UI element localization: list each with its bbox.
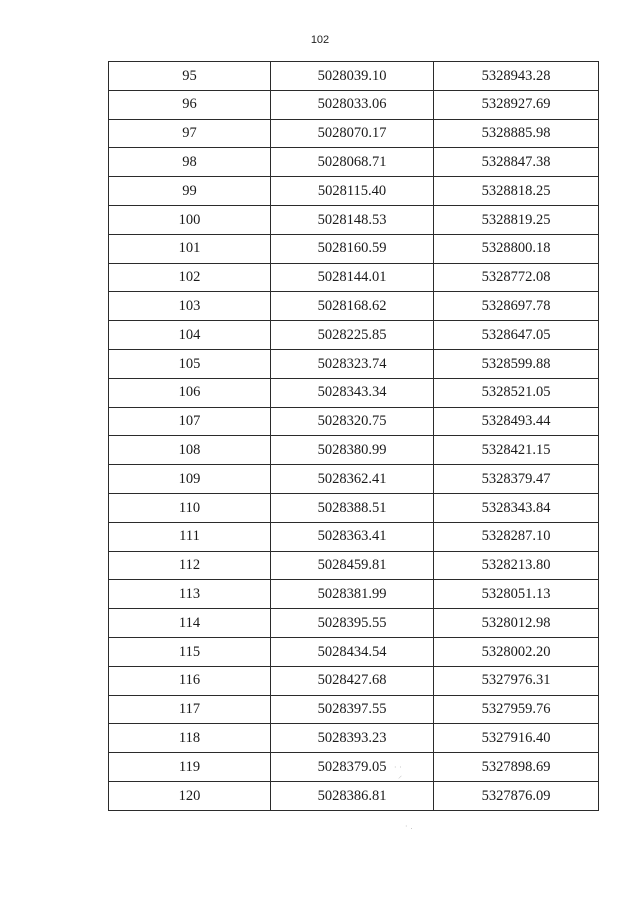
y-coordinate-cell: 5328493.44	[434, 407, 599, 436]
y-coordinate-cell: 5328772.08	[434, 263, 599, 292]
page-number: 102	[310, 34, 330, 46]
y-coordinate-cell: 5327959.76	[434, 695, 599, 724]
point-number-cell: 110	[109, 493, 271, 522]
y-coordinate-cell: 5327916.40	[434, 724, 599, 753]
point-number-cell: 108	[109, 436, 271, 465]
y-coordinate-cell: 5327976.31	[434, 666, 599, 695]
table-row	[109, 609, 599, 638]
x-coordinate-cell: 5028362.41	[271, 465, 434, 494]
x-coordinate-cell: 5028459.81	[271, 551, 434, 580]
point-number-cell: 97	[109, 119, 271, 148]
x-coordinate-cell: 5028115.40	[271, 177, 434, 206]
y-coordinate-cell: 5328051.13	[434, 580, 599, 609]
x-coordinate-cell: 5028039.10	[271, 62, 434, 91]
point-number-cell: 105	[109, 349, 271, 378]
x-coordinate-cell: 5028427.68	[271, 666, 434, 695]
x-coordinate-cell: 5028144.01	[271, 263, 434, 292]
table-row	[109, 465, 599, 494]
table-row	[109, 781, 599, 810]
point-number-cell: 115	[109, 637, 271, 666]
point-number-cell: 109	[109, 465, 271, 494]
x-coordinate-cell: 5028320.75	[271, 407, 434, 436]
table-row	[109, 551, 599, 580]
y-coordinate-cell: 5328002.20	[434, 637, 599, 666]
scan-speck: · .	[405, 822, 413, 831]
point-number-cell: 117	[109, 695, 271, 724]
table-row	[109, 349, 599, 378]
y-coordinate-cell: 5328943.28	[434, 62, 599, 91]
x-coordinate-cell: 5028379.05	[271, 753, 434, 782]
x-coordinate-cell: 5028397.55	[271, 695, 434, 724]
y-coordinate-cell: 5328800.18	[434, 234, 599, 263]
table-row	[109, 580, 599, 609]
coordinates-table	[108, 61, 599, 811]
x-coordinate-cell: 5028363.41	[271, 522, 434, 551]
x-coordinate-cell: 5028434.54	[271, 637, 434, 666]
point-number-cell: 120	[109, 781, 271, 810]
point-number-cell: 98	[109, 148, 271, 177]
point-number-cell: 116	[109, 666, 271, 695]
point-number-cell: 112	[109, 551, 271, 580]
table-row	[109, 62, 599, 91]
table-row	[109, 666, 599, 695]
table-row	[109, 292, 599, 321]
x-coordinate-cell: 5028160.59	[271, 234, 434, 263]
x-coordinate-cell: 5028148.53	[271, 205, 434, 234]
table-row	[109, 637, 599, 666]
y-coordinate-cell: 5328818.25	[434, 177, 599, 206]
point-number-cell: 106	[109, 378, 271, 407]
table-row	[109, 119, 599, 148]
x-coordinate-cell: 5028225.85	[271, 321, 434, 350]
y-coordinate-cell: 5328287.10	[434, 522, 599, 551]
y-coordinate-cell: 5328599.88	[434, 349, 599, 378]
point-number-cell: 119	[109, 753, 271, 782]
table-row	[109, 436, 599, 465]
y-coordinate-cell: 5328521.05	[434, 378, 599, 407]
y-coordinate-cell: 5328213.80	[434, 551, 599, 580]
y-coordinate-cell: 5328847.38	[434, 148, 599, 177]
point-number-cell: 95	[109, 62, 271, 91]
y-coordinate-cell: 5328379.47	[434, 465, 599, 494]
x-coordinate-cell: 5028168.62	[271, 292, 434, 321]
table-row	[109, 695, 599, 724]
x-coordinate-cell: 5028033.06	[271, 90, 434, 119]
x-coordinate-cell: 5028343.34	[271, 378, 434, 407]
table-row	[109, 177, 599, 206]
table-row	[109, 407, 599, 436]
y-coordinate-cell: 5328927.69	[434, 90, 599, 119]
x-coordinate-cell: 5028386.81	[271, 781, 434, 810]
point-number-cell: 113	[109, 580, 271, 609]
point-number-cell: 99	[109, 177, 271, 206]
scan-speck: ⸝	[398, 771, 402, 780]
x-coordinate-cell: 5028323.74	[271, 349, 434, 378]
table-row	[109, 234, 599, 263]
table-row	[109, 724, 599, 753]
x-coordinate-cell: 5028395.55	[271, 609, 434, 638]
point-number-cell: 114	[109, 609, 271, 638]
table-row	[109, 205, 599, 234]
table-row	[109, 263, 599, 292]
y-coordinate-cell: 5327876.09	[434, 781, 599, 810]
table-row	[109, 378, 599, 407]
point-number-cell: 96	[109, 90, 271, 119]
x-coordinate-cell: 5028388.51	[271, 493, 434, 522]
x-coordinate-cell: 5028070.17	[271, 119, 434, 148]
point-number-cell: 102	[109, 263, 271, 292]
point-number-cell: 100	[109, 205, 271, 234]
point-number-cell: 118	[109, 724, 271, 753]
y-coordinate-cell: 5328012.98	[434, 609, 599, 638]
table-row	[109, 321, 599, 350]
point-number-cell: 101	[109, 234, 271, 263]
table-row	[109, 148, 599, 177]
table-row	[109, 522, 599, 551]
point-number-cell: 107	[109, 407, 271, 436]
point-number-cell: 111	[109, 522, 271, 551]
coordinates-table-body	[109, 62, 599, 811]
y-coordinate-cell: 5328697.78	[434, 292, 599, 321]
x-coordinate-cell: 5028380.99	[271, 436, 434, 465]
x-coordinate-cell: 5028068.71	[271, 148, 434, 177]
point-number-cell: 104	[109, 321, 271, 350]
scan-speck: · ·	[394, 763, 402, 772]
table-row	[109, 90, 599, 119]
y-coordinate-cell: 5328885.98	[434, 119, 599, 148]
y-coordinate-cell: 5327898.69	[434, 753, 599, 782]
y-coordinate-cell: 5328421.15	[434, 436, 599, 465]
y-coordinate-cell: 5328647.05	[434, 321, 599, 350]
table-row	[109, 493, 599, 522]
x-coordinate-cell: 5028393.23	[271, 724, 434, 753]
y-coordinate-cell: 5328819.25	[434, 205, 599, 234]
point-number-cell: 103	[109, 292, 271, 321]
x-coordinate-cell: 5028381.99	[271, 580, 434, 609]
table-row	[109, 753, 599, 782]
y-coordinate-cell: 5328343.84	[434, 493, 599, 522]
